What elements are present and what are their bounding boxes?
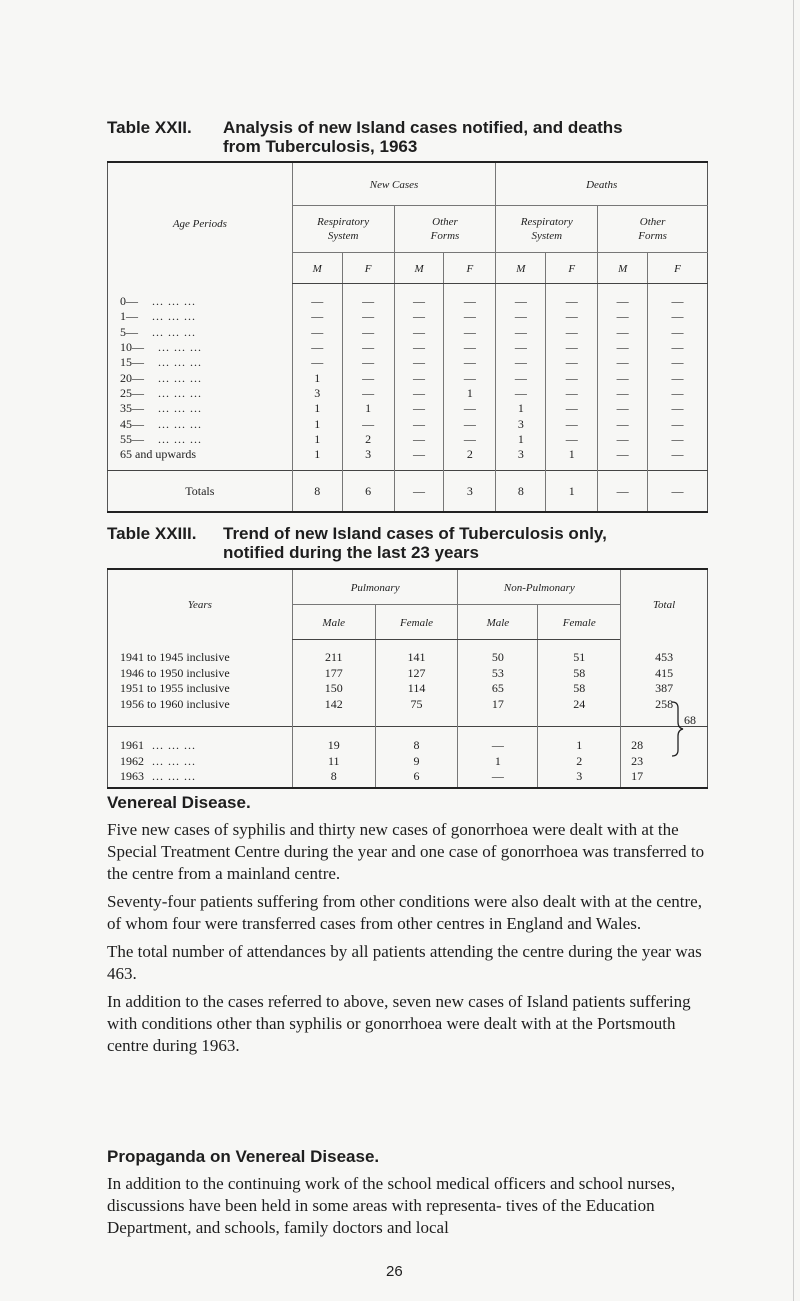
venereal-paragraph-1: Five new cases of syphilis and thirty new cases of gonorrhoea were dealt with at the Special Treatment Centre during the year and one case of gonorrhoea was transferred to the centre from a mainland centre.	[107, 820, 705, 883]
count-cell: —	[546, 416, 598, 431]
count-cell: —	[496, 284, 546, 310]
years-text: 1951 to 1955 inclusive	[120, 681, 230, 696]
count-cell: —	[598, 284, 648, 310]
count-cell: —	[444, 370, 496, 385]
count-cell: —	[342, 340, 394, 355]
total-cell: —	[394, 471, 444, 513]
total-cell: 17	[621, 769, 708, 788]
count-cell: —	[292, 309, 342, 324]
count-cell: 17	[458, 697, 538, 727]
count-cell: 114	[375, 681, 458, 697]
count-cell: —	[598, 447, 648, 471]
years-text: 1961	[120, 738, 144, 753]
count-cell: —	[648, 447, 708, 471]
table-23-period-rows	[108, 640, 708, 727]
count-cell: —	[292, 284, 342, 310]
count-cell: —	[648, 309, 708, 324]
years-label	[108, 754, 293, 770]
count-cell: —	[458, 727, 538, 754]
count-cell: —	[546, 432, 598, 447]
count-cell: 19	[292, 727, 375, 754]
count-cell: —	[496, 355, 546, 370]
count-cell: —	[598, 416, 648, 431]
sex-m-header: M	[292, 253, 342, 284]
leader-dots: ... ... ...	[152, 293, 196, 308]
count-cell: 3	[538, 769, 621, 788]
total-cell: 8	[496, 471, 546, 513]
count-cell: —	[496, 309, 546, 324]
count-cell: —	[546, 386, 598, 401]
table-22-body	[108, 284, 708, 471]
leader-dots: ... ... ...	[158, 340, 202, 355]
count-cell: —	[444, 284, 496, 310]
count-cell: 11	[292, 754, 375, 770]
table-22-title-line2: from Tuberculosis, 1963	[223, 137, 418, 156]
count-cell: 141	[375, 640, 458, 666]
age-row	[108, 416, 708, 431]
count-cell: 3	[496, 416, 546, 431]
page-number: 26	[386, 1263, 403, 1280]
page-edge-line	[793, 0, 794, 1301]
age-period-text: 25—	[120, 385, 144, 400]
total-cell: 6	[342, 471, 394, 513]
count-cell: —	[496, 325, 546, 340]
count-cell: —	[648, 340, 708, 355]
count-cell: 24	[538, 697, 621, 727]
age-row	[108, 325, 708, 340]
age-row	[108, 309, 708, 324]
count-cell: 211	[292, 640, 375, 666]
count-cell: 2	[538, 754, 621, 770]
count-cell: —	[444, 325, 496, 340]
count-cell: —	[598, 355, 648, 370]
total-cell: 8	[292, 471, 342, 513]
count-cell: —	[394, 340, 444, 355]
count-cell: 58	[538, 666, 621, 682]
pulmonary-header: Pulmonary	[292, 569, 458, 605]
count-cell: —	[394, 284, 444, 310]
count-cell: —	[546, 340, 598, 355]
age-period-text: 20—	[120, 370, 144, 385]
count-cell: 1	[546, 447, 598, 471]
years-label	[108, 666, 293, 682]
leader-dots: ... ... ...	[152, 309, 196, 324]
count-cell: —	[342, 309, 394, 324]
age-row	[108, 447, 708, 471]
count-cell: —	[394, 401, 444, 416]
count-cell: 1	[292, 370, 342, 385]
age-period-text: 0—	[120, 293, 138, 308]
count-cell: —	[394, 447, 444, 471]
years-text: 1956 to 1960 inclusive	[120, 696, 230, 711]
age-period-text: 65 and upwards	[120, 447, 196, 462]
year-row	[108, 666, 708, 682]
total-cell: 387	[621, 681, 708, 697]
count-cell: —	[394, 432, 444, 447]
totals-label: Totals	[108, 471, 293, 513]
years-text: 1962	[120, 753, 144, 768]
count-cell: 3	[342, 447, 394, 471]
venereal-paragraph-4: In addition to the cases referred to above, seven new cases of Island patients suffering with conditions other than syphilis or gonorrhoea were dealt with at the Portsmouth centre during 1963.	[107, 992, 691, 1055]
age-period-label	[108, 370, 293, 385]
count-cell: 8	[375, 727, 458, 754]
table-23	[107, 568, 708, 789]
age-row	[108, 370, 708, 385]
table-23-title-line2: notified during the last 23 years	[223, 543, 480, 562]
count-cell: 1	[292, 416, 342, 431]
count-cell: —	[546, 370, 598, 385]
count-cell: 1	[538, 727, 621, 754]
count-cell: —	[342, 355, 394, 370]
count-cell: —	[394, 355, 444, 370]
count-cell: —	[598, 401, 648, 416]
male-header: Male	[458, 605, 538, 640]
female-header: Female	[538, 605, 621, 640]
deaths-header: Deaths	[496, 162, 708, 206]
count-cell: —	[292, 325, 342, 340]
count-cell: —	[342, 284, 394, 310]
count-cell: 177	[292, 666, 375, 682]
count-cell: —	[598, 386, 648, 401]
count-cell: 53	[458, 666, 538, 682]
leader-dots: ... ... ...	[152, 738, 196, 753]
years-header: Years	[187, 599, 212, 612]
leader-dots: ... ... ...	[152, 769, 196, 784]
age-period-text: 55—	[120, 431, 144, 446]
table-23-title	[107, 524, 727, 562]
count-cell: 51	[538, 640, 621, 666]
sex-f-header: F	[444, 253, 496, 284]
leader-dots: ... ... ...	[158, 355, 202, 370]
age-period-text: 35—	[120, 401, 144, 416]
count-cell: —	[598, 325, 648, 340]
count-cell: 3	[292, 386, 342, 401]
total-cell: —	[648, 471, 708, 513]
count-cell: —	[394, 309, 444, 324]
age-row	[108, 386, 708, 401]
total-cell: 415	[621, 666, 708, 682]
age-period-label	[108, 340, 293, 355]
age-period-label	[108, 386, 293, 401]
venereal-disease-section	[107, 792, 707, 1057]
years-text: 1941 to 1945 inclusive	[120, 650, 230, 664]
count-cell: —	[394, 325, 444, 340]
year-row	[108, 727, 708, 754]
table-23-year-rows	[108, 727, 708, 788]
death-respiratory-header: Respiratory System	[496, 206, 598, 253]
count-cell: —	[546, 284, 598, 310]
count-cell: —	[458, 769, 538, 788]
count-cell: —	[648, 370, 708, 385]
venereal-paragraph-3: The total number of attendances by all patients attending the centre during the year was 463.	[107, 942, 702, 983]
count-cell: —	[394, 416, 444, 431]
count-cell: 1	[458, 754, 538, 770]
count-cell: 150	[292, 681, 375, 697]
leader-dots: ... ... ...	[152, 753, 196, 768]
non-pulmonary-header: Non-Pulmonary	[458, 569, 621, 605]
age-period-label	[108, 284, 293, 310]
age-period-text: 10—	[120, 340, 144, 355]
total-cell: 3	[444, 471, 496, 513]
total-cell: 23	[621, 754, 708, 770]
year-row	[108, 754, 708, 770]
sex-m-header: M	[394, 253, 444, 284]
year-row	[108, 681, 708, 697]
table-22-totals-row	[108, 471, 708, 513]
count-cell: —	[342, 416, 394, 431]
count-cell: 1	[496, 401, 546, 416]
age-period-label	[108, 432, 293, 447]
count-cell: —	[648, 284, 708, 310]
count-cell: 1	[292, 401, 342, 416]
years-label	[108, 640, 293, 666]
venereal-paragraph-2: Seventy-four patients suffering from other conditions were also dealt with at the centre, of whom four were transferred cases from other centres in England and Wales.	[107, 892, 702, 933]
count-cell: 1	[342, 401, 394, 416]
age-period-text: 45—	[120, 416, 144, 431]
sex-f-header: F	[342, 253, 394, 284]
count-cell: 127	[375, 666, 458, 682]
count-cell: —	[444, 416, 496, 431]
count-cell: —	[598, 432, 648, 447]
age-period-label	[108, 355, 293, 370]
count-cell: —	[394, 370, 444, 385]
table-22-label: Table XXII.	[107, 118, 192, 137]
year-row	[108, 769, 708, 788]
count-cell: —	[496, 340, 546, 355]
count-cell: 50	[458, 640, 538, 666]
sex-m-header: M	[496, 253, 546, 284]
table-22	[107, 161, 708, 513]
age-row	[108, 401, 708, 416]
year-row	[108, 640, 708, 666]
age-period-text: 5—	[120, 324, 138, 339]
count-cell: 2	[444, 447, 496, 471]
years-label	[108, 769, 293, 788]
age-row	[108, 340, 708, 355]
count-cell: —	[292, 340, 342, 355]
age-period-label	[108, 325, 293, 340]
years-label	[108, 727, 293, 754]
count-cell: —	[444, 340, 496, 355]
years-text: 1963	[120, 769, 144, 784]
venereal-disease-heading: Venereal Disease.	[107, 793, 251, 812]
count-cell: 58	[538, 681, 621, 697]
count-cell: —	[648, 386, 708, 401]
count-cell: —	[496, 370, 546, 385]
count-cell: 6	[375, 769, 458, 788]
group-total: 68	[684, 713, 696, 727]
male-header: Male	[292, 605, 375, 640]
count-cell: —	[496, 386, 546, 401]
table-22-title-line1: Analysis of new Island cases notified, and deaths	[223, 118, 623, 137]
count-cell: —	[444, 432, 496, 447]
age-periods-header: Age Periods	[172, 217, 227, 230]
age-row	[108, 284, 708, 310]
count-cell: 1	[444, 386, 496, 401]
years-label	[108, 681, 293, 697]
count-cell: —	[598, 309, 648, 324]
count-cell: —	[648, 325, 708, 340]
count-cell: 1	[292, 432, 342, 447]
count-cell: —	[342, 370, 394, 385]
count-cell: —	[292, 355, 342, 370]
sex-f-header: F	[648, 253, 708, 284]
propaganda-paragraph-1: In addition to the continuing work of the school medical officers and school nurses, discussions have been held in some areas with representa- tives of the Education Department, and schools, family doctors and local	[107, 1174, 676, 1237]
total-cell: 1	[546, 471, 598, 513]
total-cell: 258	[621, 697, 708, 727]
count-cell: 1	[496, 432, 546, 447]
count-cell: 65	[458, 681, 538, 697]
sex-f-header: F	[546, 253, 598, 284]
total-cell: 28	[621, 727, 708, 754]
year-row	[108, 697, 708, 727]
count-cell: —	[342, 325, 394, 340]
total-cell: —	[598, 471, 648, 513]
count-cell: —	[394, 386, 444, 401]
grouping-brace	[670, 696, 710, 764]
count-cell: —	[444, 355, 496, 370]
count-cell: —	[598, 340, 648, 355]
age-period-text: 15—	[120, 355, 144, 370]
age-period-label	[108, 401, 293, 416]
propaganda-section	[107, 1146, 707, 1239]
leader-dots: ... ... ...	[158, 401, 202, 416]
years-label	[108, 697, 293, 727]
new-other-header: Other Forms	[394, 206, 496, 253]
count-cell: —	[546, 355, 598, 370]
leader-dots: ... ... ...	[158, 385, 202, 400]
leader-dots: ... ... ...	[158, 370, 202, 385]
new-respiratory-header: Respiratory System	[292, 206, 394, 253]
count-cell: 3	[496, 447, 546, 471]
female-header: Female	[375, 605, 458, 640]
age-period-text: 1—	[120, 309, 138, 324]
age-period-label	[108, 416, 293, 431]
count-cell: —	[444, 309, 496, 324]
new-cases-header: New Cases	[292, 162, 496, 206]
table-22-title	[107, 118, 727, 156]
sex-m-header: M	[598, 253, 648, 284]
count-cell: —	[546, 401, 598, 416]
death-other-header: Other Forms	[598, 206, 708, 253]
count-cell: 2	[342, 432, 394, 447]
age-row	[108, 432, 708, 447]
count-cell: —	[546, 325, 598, 340]
table-23-title-line1: Trend of new Island cases of Tuberculosis only,	[223, 524, 607, 543]
count-cell: 142	[292, 697, 375, 727]
count-cell: —	[342, 386, 394, 401]
propaganda-heading: Propaganda on Venereal Disease.	[107, 1147, 380, 1166]
age-period-label	[108, 309, 293, 324]
total-cell: 453	[621, 640, 708, 666]
count-cell: 9	[375, 754, 458, 770]
count-cell: 8	[292, 769, 375, 788]
count-cell: —	[648, 401, 708, 416]
table-23-label: Table XXIII.	[107, 524, 197, 543]
years-text: 1946 to 1950 inclusive	[120, 665, 230, 680]
leader-dots: ... ... ...	[158, 431, 202, 446]
count-cell: —	[444, 401, 496, 416]
age-period-label	[108, 447, 293, 471]
count-cell: —	[648, 416, 708, 431]
count-cell: 75	[375, 697, 458, 727]
count-cell: 1	[292, 447, 342, 471]
count-cell: —	[648, 432, 708, 447]
leader-dots: ... ... ...	[152, 324, 196, 339]
total-header: Total	[621, 569, 708, 640]
count-cell: —	[598, 370, 648, 385]
leader-dots: ... ... ...	[158, 416, 202, 431]
count-cell: —	[546, 309, 598, 324]
count-cell: —	[648, 355, 708, 370]
age-row	[108, 355, 708, 370]
